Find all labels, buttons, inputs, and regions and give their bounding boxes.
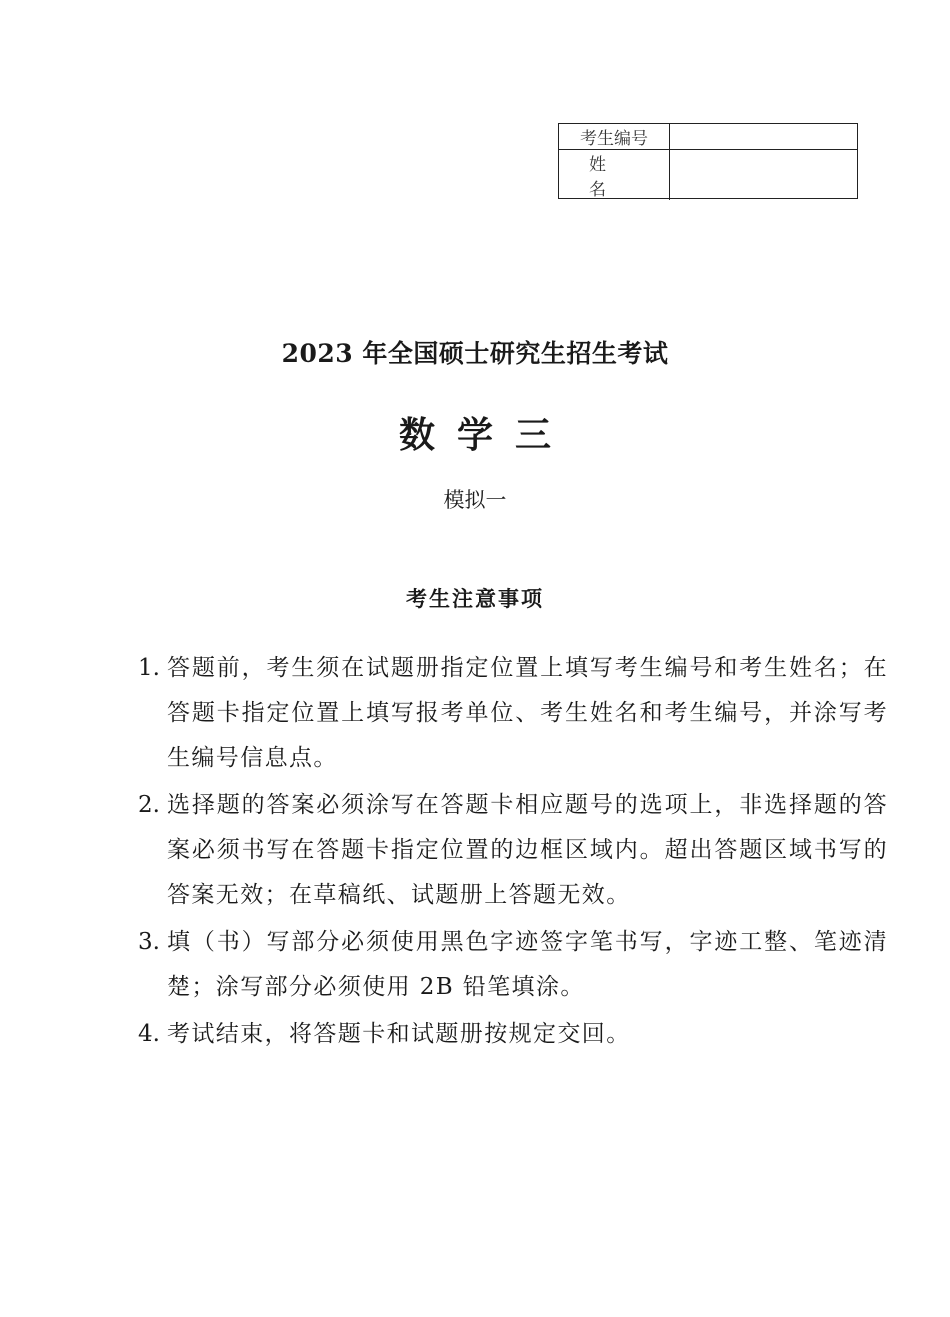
notice-list: [138, 646, 888, 1059]
notice-item-text: 答题前，考生须在试题册指定位置上填写考生编号和考生姓名；在答题卡指定位置上填写报考单位、考生姓名和考生编号，并涂写考生编号信息点。: [167, 655, 888, 771]
notice-item-4: [138, 1012, 888, 1057]
notice-item-number: 3.: [138, 929, 160, 955]
notice-heading: 考生注意事项: [406, 586, 544, 611]
notice-item-3: [138, 920, 888, 1010]
notice-item-text: 选择题的答案必须涂写在答题卡相应题号的选项上，非选择题的答案必须书写在答题卡指定位置的边框区域内。超出答题区域书写的答案无效；在草稿纸、试题册上答题无效。: [167, 792, 888, 908]
name-field[interactable]: [670, 150, 857, 200]
notice-item-text: 考试结束，将答题卡和试题册按规定交回。: [167, 1021, 631, 1047]
notice-item-2: [138, 783, 888, 918]
subject-title: 数学三: [398, 414, 573, 456]
notice-item-1: [138, 646, 888, 781]
candidate-number-field[interactable]: [670, 124, 857, 150]
notice-item-number: 2.: [138, 792, 160, 818]
mock-label: 模拟一: [443, 488, 507, 512]
notice-item-number: 4.: [138, 1021, 160, 1047]
candidate-info-box: [558, 123, 858, 199]
candidate-number-label: 考生编号: [559, 124, 670, 150]
notice-item-number: 1.: [138, 655, 160, 681]
exam-title: 2023 年全国硕士研究生招生考试: [281, 339, 669, 368]
notice-item-text: 填（书）写部分必须使用黑色字迹签字笔书写，字迹工整、笔迹清楚；涂写部分必须使用 2B 铅笔填涂。: [167, 929, 888, 1000]
name-label: 姓名: [559, 150, 670, 200]
